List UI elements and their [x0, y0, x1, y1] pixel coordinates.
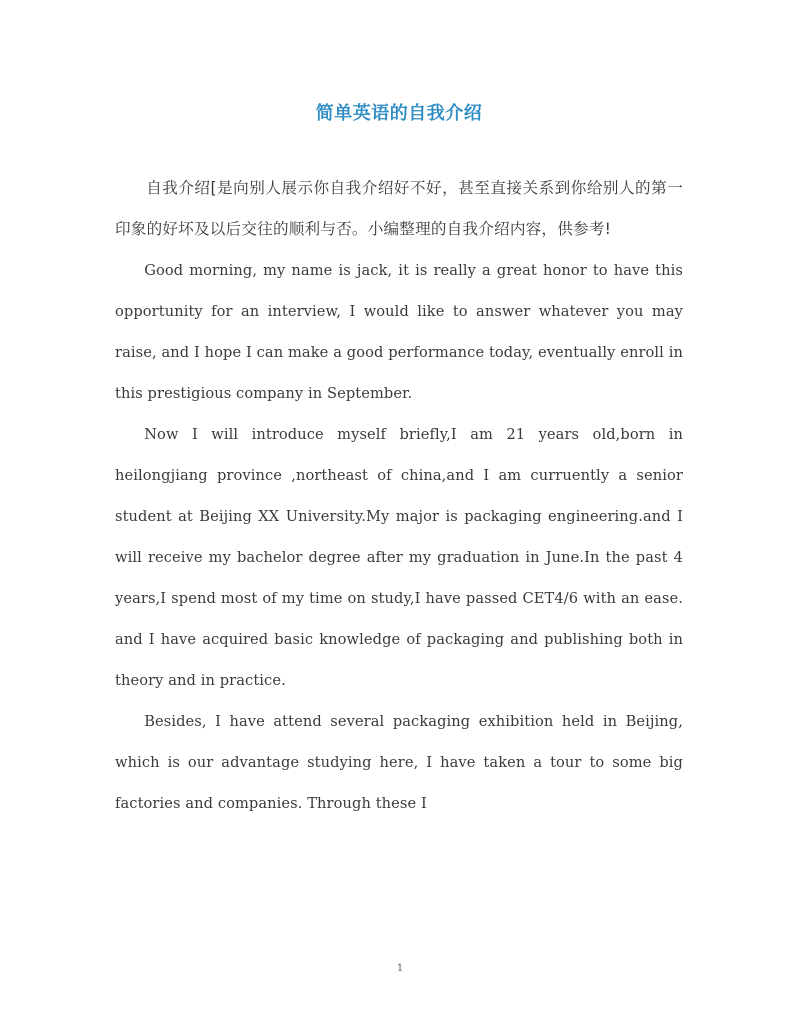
paragraph-intro-chinese: 自我介绍[是向别人展示你自我介绍好不好，甚至直接关系到你给别人的第一印象的好坏及以后交往的顺利与否。小编整理的自我介绍内容，供参考! [115, 179, 683, 238]
paragraph-self-introduction-english: Now I will introduce myself briefly,I am 21 years old,born in heilongjiang province ,northeast of china,and I am curruently a senior student at Beijing XX University.My major is packaging engineering.and I will receive my bachelor degree after my graduation in June.In the past 4 years,I spend most of my time on study,I have passed CET4/6 with an ease. and I have acquired basic knowledge of packaging and publishing both in theory and in practice. [115, 426, 683, 689]
page-title: 简单英语的自我介绍 [315, 103, 483, 124]
paragraph-experience-english: Besides, I have attend several packaging exhibition held in Beijing, which is our advantage studying here, I have taken a tour to some big factories and companies. Through these I [115, 713, 683, 812]
footer-page-number: 1 [396, 963, 404, 974]
document-body [115, 168, 683, 824]
paragraph-greeting-english: Good morning, my name is jack, it is really a great honor to have this opportunity for an interview, I would like to answer whatever you may raise, and I hope I can make a good performance today, eventually enroll in this prestigious company in September. [115, 262, 683, 402]
